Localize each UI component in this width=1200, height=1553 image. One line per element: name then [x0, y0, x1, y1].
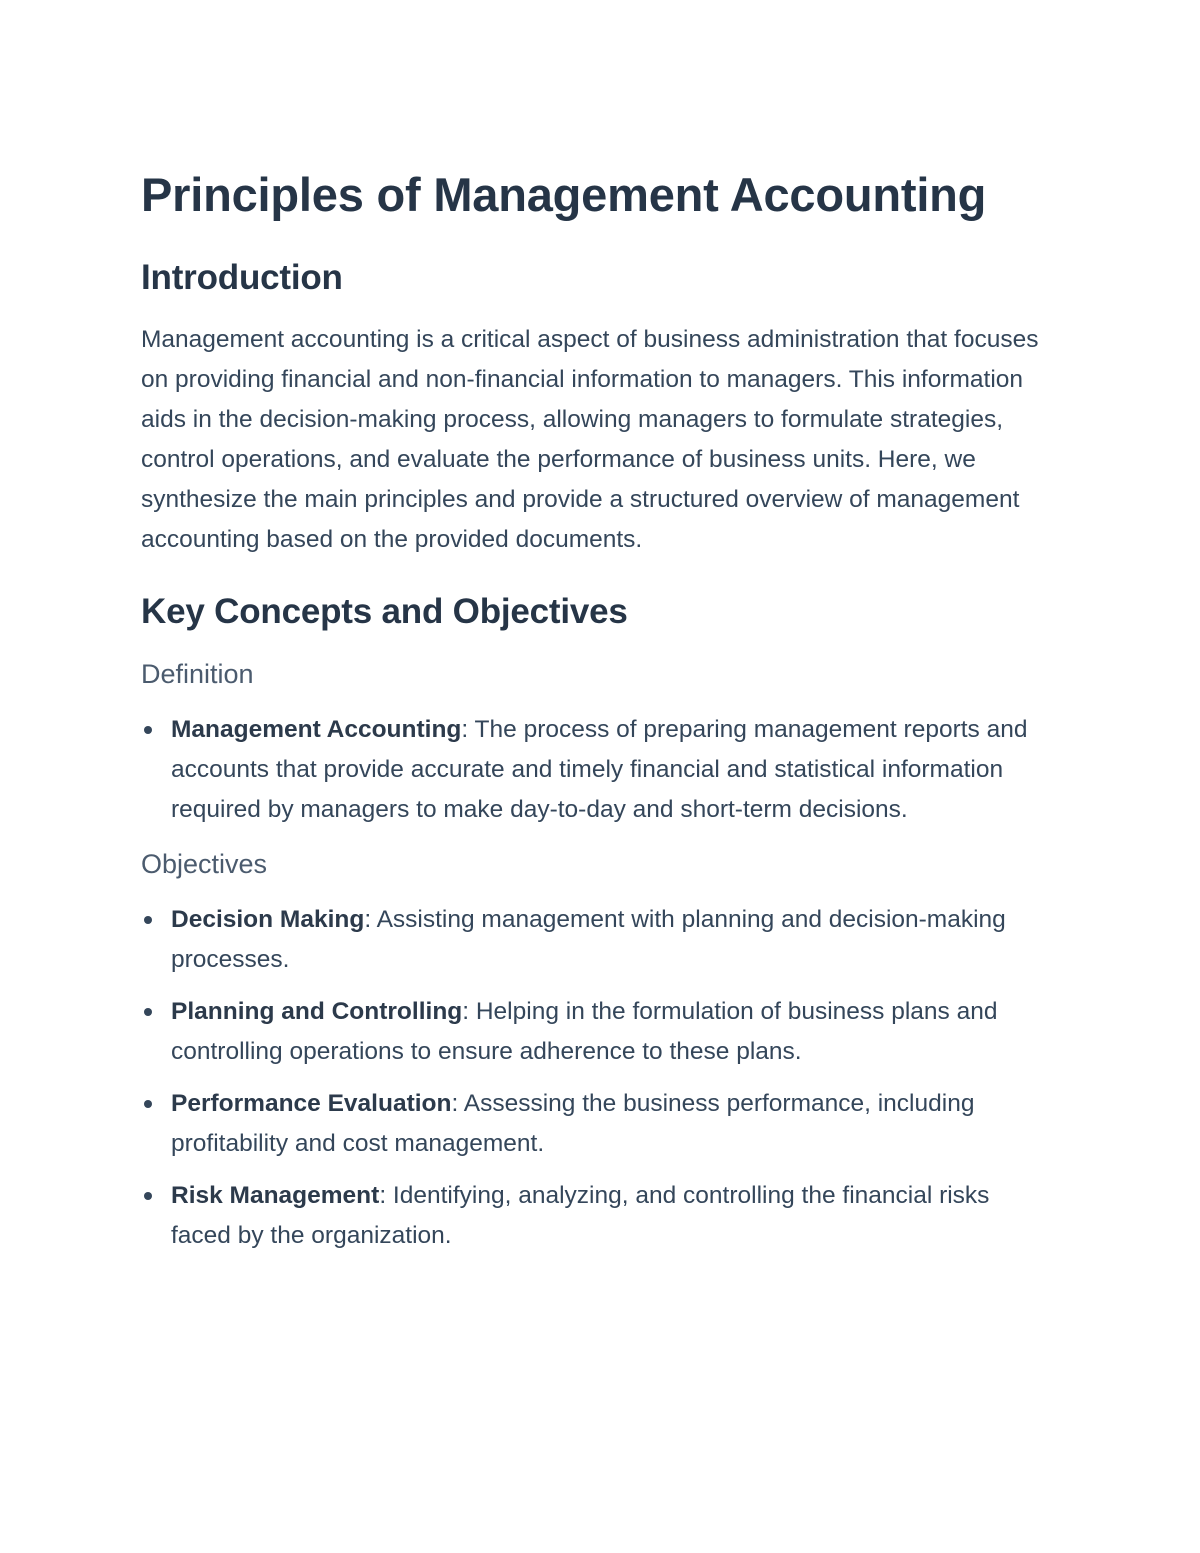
objective-term: Performance Evaluation	[171, 1090, 452, 1117]
objectives-heading: Objectives	[141, 849, 268, 879]
definition-heading: Definition	[141, 659, 254, 689]
introduction-heading: Introduction	[141, 258, 343, 297]
list-item	[141, 992, 1041, 1072]
list-item	[141, 900, 1041, 980]
bullet-dot-icon	[144, 1008, 152, 1016]
objective-term: Planning and Controlling	[171, 998, 463, 1025]
bullet-dot-icon	[144, 726, 152, 734]
key-concepts-heading: Key Concepts and Objectives	[141, 592, 628, 631]
document-title: Principles of Management Accounting	[141, 168, 987, 221]
objective-term: Decision Making	[171, 906, 365, 933]
list-item	[141, 1084, 1041, 1164]
objectives-list	[141, 900, 1041, 1256]
definition-text: : The process of preparing management reports and accounts that provide accurate and timely financial and statistical information required by managers to make day-to-day and short-term decisions.	[171, 716, 1028, 823]
list-item	[141, 1176, 1041, 1256]
bullet-dot-icon	[144, 1192, 152, 1200]
document-page	[141, 160, 1041, 1268]
bullet-dot-icon	[144, 1100, 152, 1108]
definition-term: Management Accounting	[171, 716, 462, 743]
objective-text: : Assessing the business performance, including profitability and cost management.	[171, 1090, 975, 1157]
objective-text: : Assisting management with planning and decision-making processes.	[171, 906, 1006, 973]
list-item	[141, 710, 1041, 830]
objective-text: : Identifying, analyzing, and controlling the financial risks faced by the organization.	[171, 1182, 990, 1249]
objective-term: Risk Management	[171, 1182, 380, 1209]
objective-text: : Helping in the formulation of business plans and controlling operations to ensure adherence to these plans.	[171, 998, 998, 1065]
bullet-dot-icon	[144, 916, 152, 924]
introduction-paragraph: Management accounting is a critical aspect of business administration that focuses on providing financial and non-financial information to managers. This information aids in the decision-making process, allowing managers to formulate strategies, control operations, and evaluate the performance of business units. Here, we synthesize the main principles and provide a structured overview of management accounting based on the provided documents.	[141, 326, 1039, 553]
definition-list	[141, 710, 1041, 830]
